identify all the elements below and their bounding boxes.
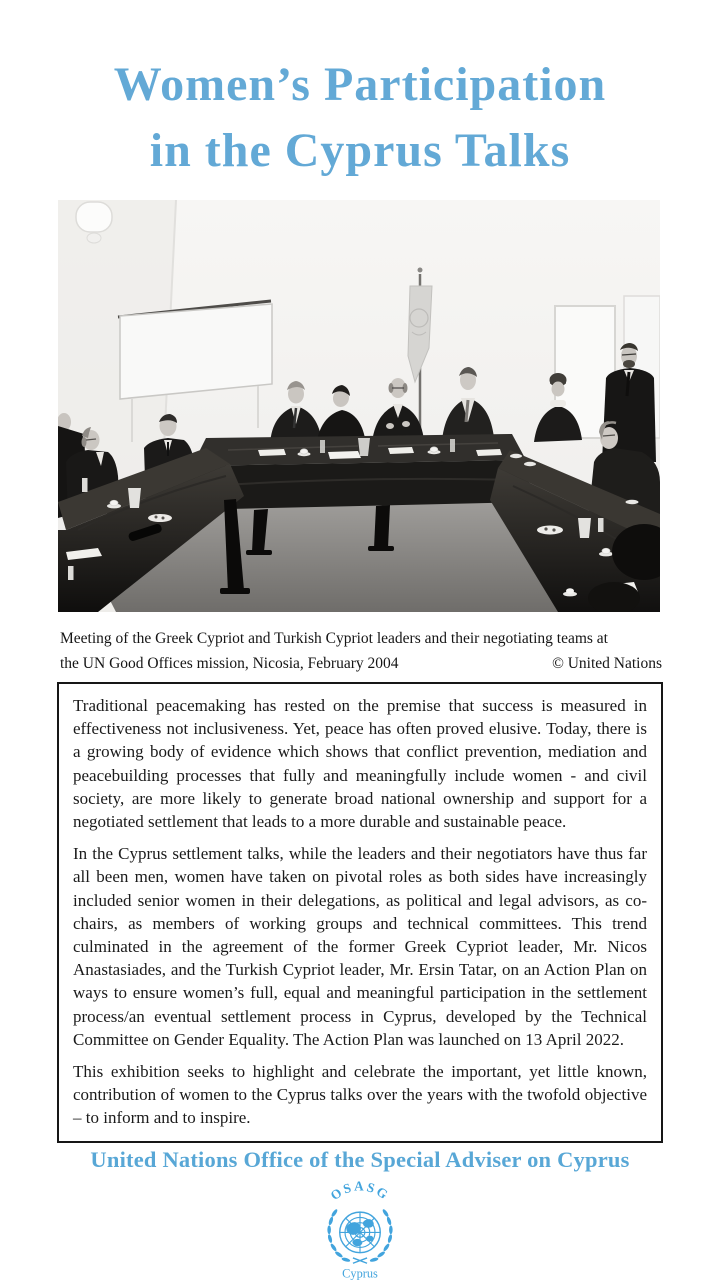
photo-caption: [60, 627, 662, 676]
intro-text-box: [57, 682, 663, 1143]
caption-line-1: Meeting of the Greek Cypriot and Turkish Cypriot leaders and their negotiating teams at: [60, 630, 608, 647]
page-title: [0, 52, 720, 184]
footer-org-name: United Nations Office of the Special Adviser on Cyprus: [90, 1147, 630, 1172]
meeting-photo: [58, 200, 660, 612]
title-line-2: in the Cyprus Talks: [149, 124, 571, 177]
intro-paragraph-2: In the Cyprus settlement talks, while the leaders and their negotiators have thus far all been men, women have taken on pivotal roles as both sides have increasingly included senior women in their delegations, as political and legal advisors, as co-chairs, as members of working groups and technical committees. This trend culminated in the agreement of the former Greek Cypriot leader, Mr. Nicos Anastasiades, and the Turkish Cypriot leader, Mr. Ersin Tatar, on an Action Plan on ways to ensure women’s full, equal and meaningful participation in the settlement process/an eventual settlement process in Cyprus, developed by the Technical Committee on Gender Equality. The Action Plan was launched on 13 April 2022.: [73, 844, 647, 1049]
intro-paragraph-3: This exhibition seeks to highlight and celebrate the important, yet little known, contribution of women to the Cyprus talks over the years with the twofold objective – to inform and to inspire.: [73, 1062, 647, 1128]
logo-bottom-text: Cyprus: [342, 1266, 378, 1280]
title-line-1: Women’s Participation: [113, 58, 607, 111]
osasg-un-logo: [299, 1176, 421, 1280]
svg-text:OSASG: [328, 1179, 393, 1204]
meeting-photo-illustration: [58, 200, 660, 612]
intro-paragraph-1: Traditional peacemaking has rested on the premise that success is measured in effectiveness not inclusiveness. Yet, peace has often proved elusive. Today, there is a growing body of evidence which shows that conflict prevention, mediation and peacebuilding processes that fully and meaningfully include women - and civil society, are more likely to generate broad national ownership and support for a negotiated settlement that leads to a more durable and sustainable peace.: [73, 696, 647, 832]
logo-top-text: OSASG: [327, 1178, 393, 1204]
caption-line-2: the UN Good Offices mission, Nicosia, February 2004: [60, 654, 399, 672]
globe-grid: [340, 1212, 381, 1253]
un-emblem-icon: [299, 1176, 421, 1280]
photo-credit: © United Nations: [552, 654, 662, 672]
